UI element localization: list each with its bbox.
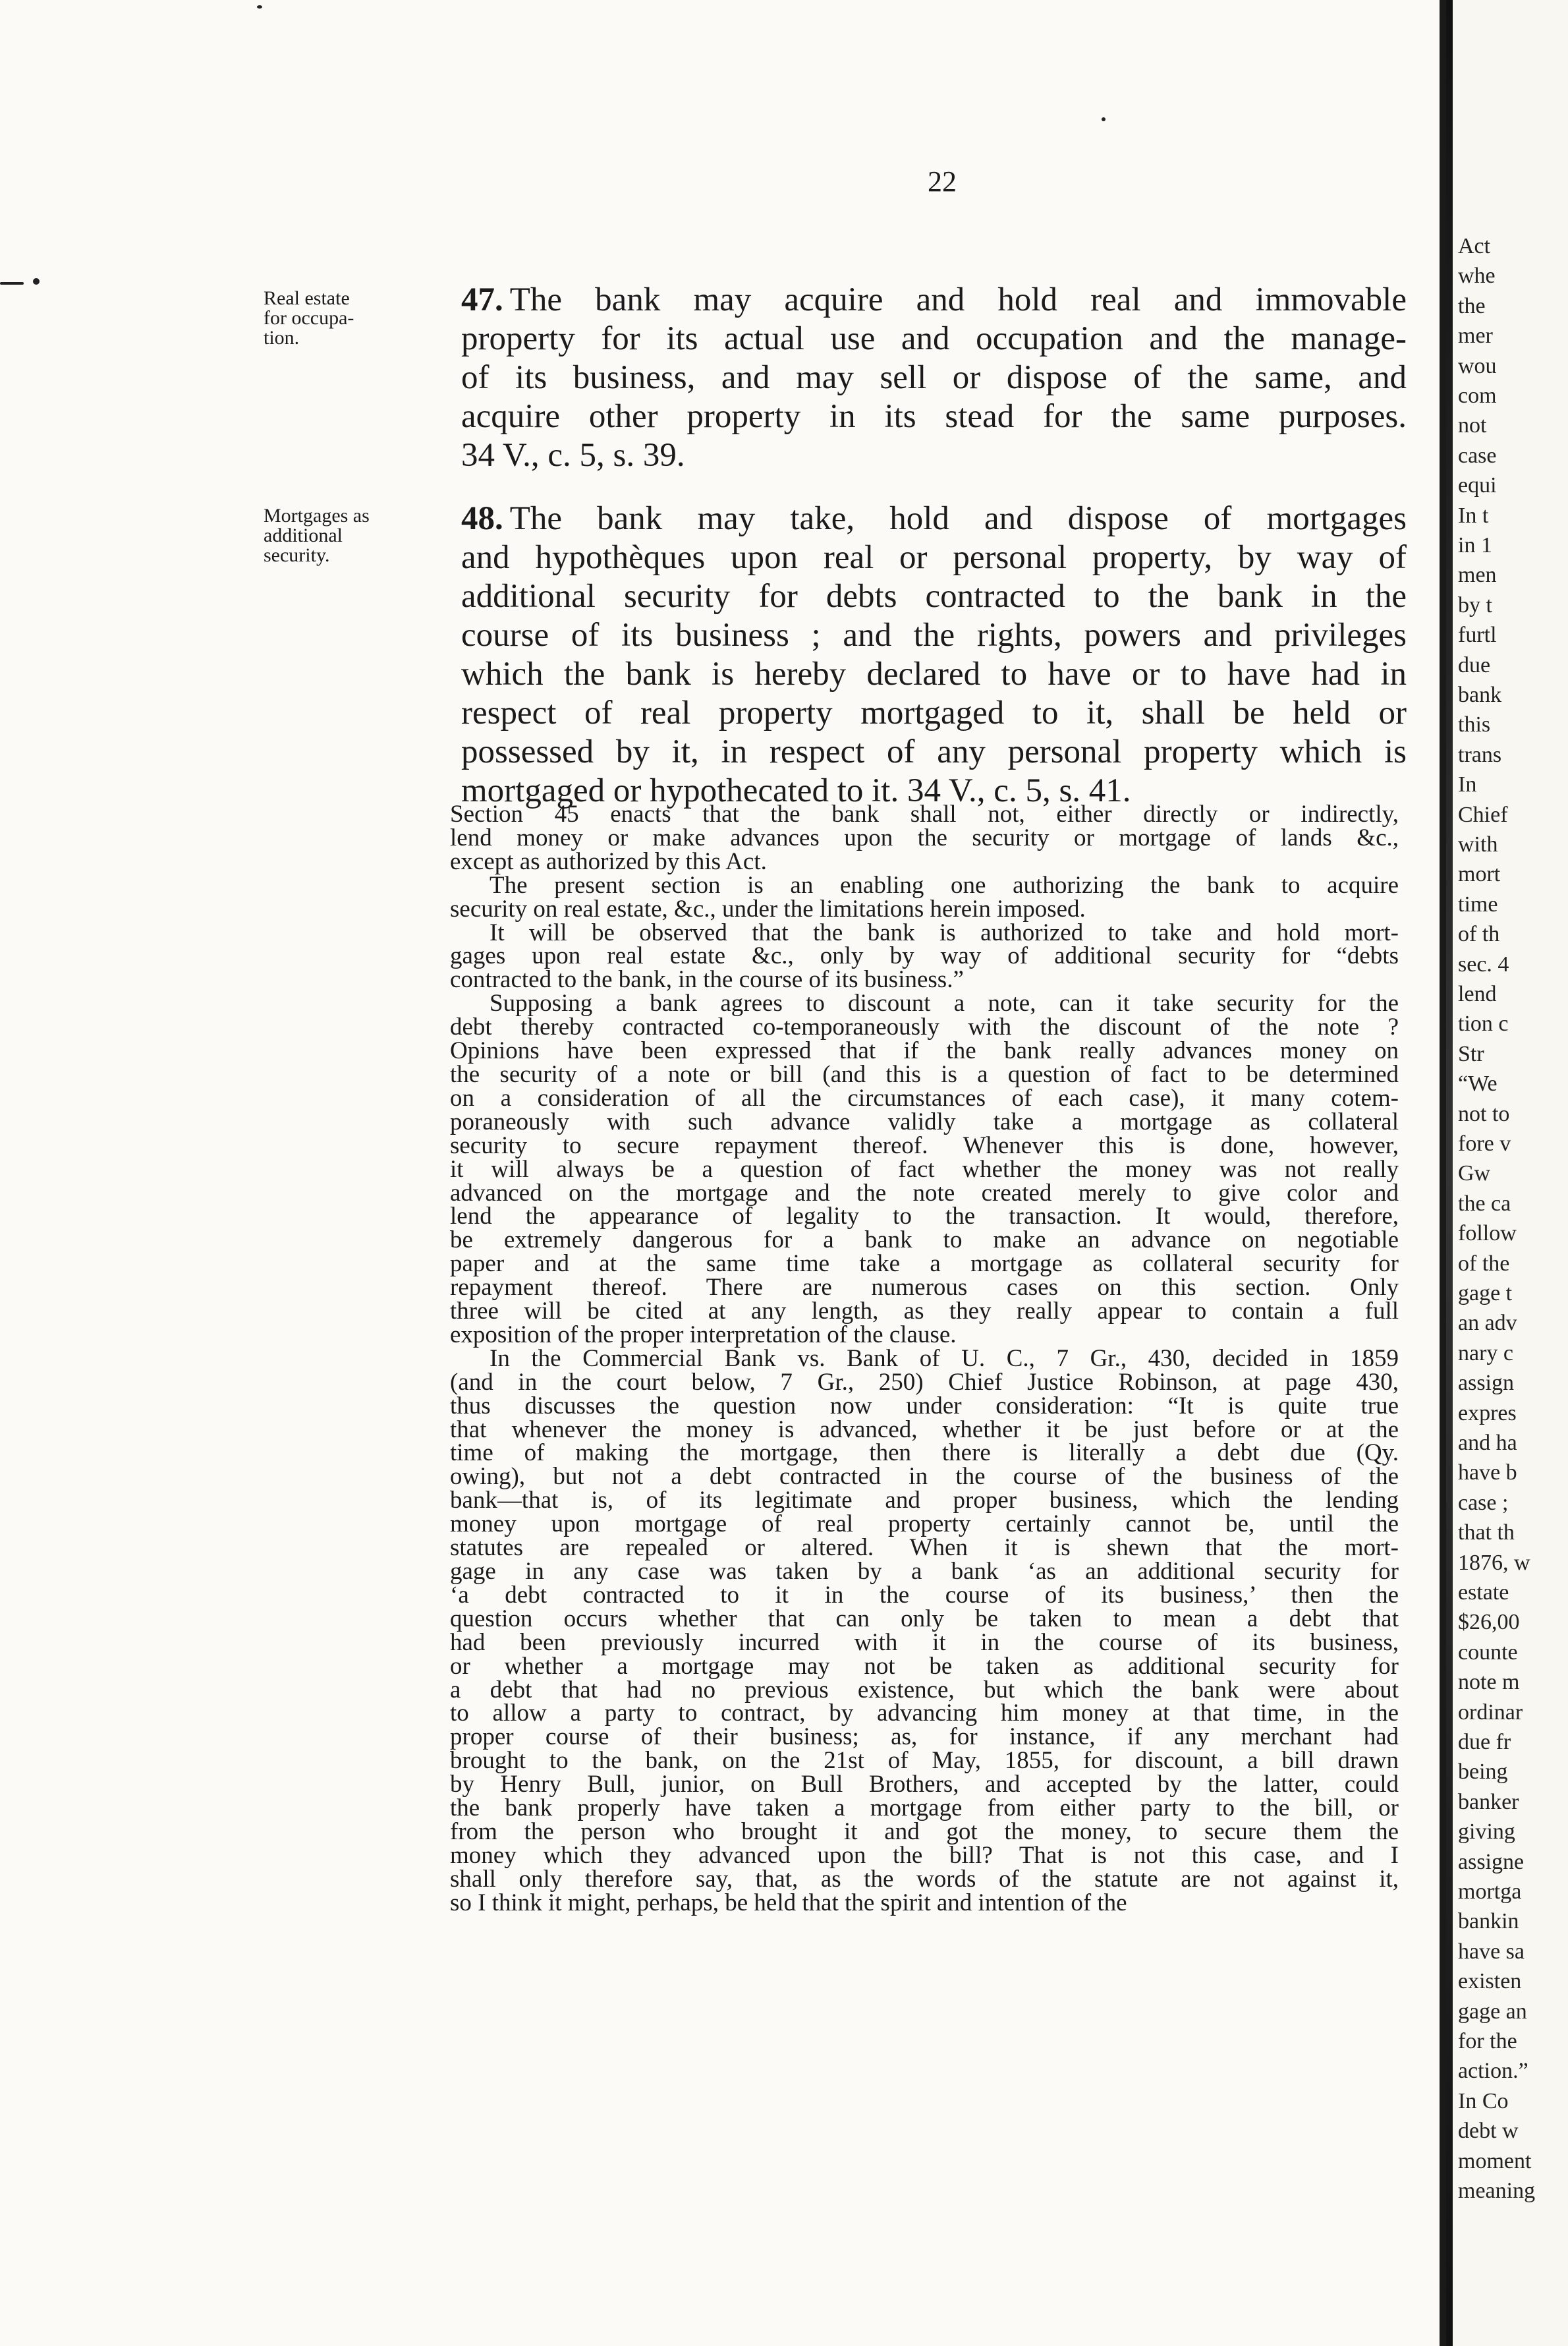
adjacent-page-fragment: due xyxy=(1458,653,1491,677)
commentary xyxy=(450,803,1399,1915)
adjacent-page-fragment: lend xyxy=(1458,982,1497,1006)
section-number: 47. xyxy=(461,281,503,318)
commentary-line: thus discusses the question now under consideration: “It is quite true xyxy=(450,1392,1399,1419)
adjacent-page-fragment: tion c xyxy=(1458,1012,1509,1036)
adjacent-page-fragment: have sa xyxy=(1458,1939,1525,1964)
section-line: 34 V., c. 5, s. 39. xyxy=(461,437,685,474)
commentary-line: Section 45 enacts that the bank shall not, either directly or indirectly, xyxy=(450,801,1399,828)
adjacent-page-fragment: gage an xyxy=(1458,1999,1527,2024)
margin-note-line: additional xyxy=(264,525,343,546)
commentary-line: except as authorized by this Act. xyxy=(450,847,767,875)
adjacent-page-fragment: note m xyxy=(1458,1670,1520,1694)
commentary-line: gages upon real estate &c., only by way of additional security for “debts xyxy=(450,942,1399,970)
section-line: The bank may acquire and hold real and immovable xyxy=(509,281,1407,318)
adjacent-page-fragment: of th xyxy=(1458,922,1500,946)
commentary-line: the bank properly have taken a mortgage from either party to the bill, or xyxy=(450,1794,1399,1822)
adjacent-page-fragment: for the xyxy=(1458,2029,1517,2053)
adjacent-page-fragment: furtl xyxy=(1458,623,1497,647)
adjacent-page-fragment: with xyxy=(1458,832,1498,857)
adjacent-page-fragment: giving xyxy=(1458,1819,1515,1844)
commentary-line: lend money or make advances upon the security or mortgage of lands &c., xyxy=(450,824,1399,851)
page-number: 22 xyxy=(928,165,957,198)
adjacent-page-fragment: assigne xyxy=(1458,1850,1525,1874)
adjacent-page-fragment: in 1 xyxy=(1458,533,1492,558)
adjacent-page-fragment: Str xyxy=(1458,1042,1484,1066)
commentary-line: contracted to the bank, in the course of its business.” xyxy=(450,966,964,994)
section-line: respect of real property mortgaged to it, shall be held or xyxy=(461,695,1407,731)
commentary-line: that whenever the money is advanced, whether it be just before or at the xyxy=(450,1416,1399,1443)
adjacent-page-fragment: estate xyxy=(1458,1580,1509,1605)
commentary-line: time of making the mortgage, then there is literally a debt due (Qy. xyxy=(450,1439,1399,1467)
adjacent-page-fragment: sec. 4 xyxy=(1458,952,1509,977)
section-number: 48. xyxy=(461,500,503,537)
commentary-line: question occurs whether that can only be taken to mean a debt that xyxy=(450,1605,1399,1632)
section-line: additional security for debts contracted to the bank in the xyxy=(461,578,1407,615)
section-line: which the bank is hereby declared to have or to have had in xyxy=(461,656,1407,693)
adjacent-page-fragment: bankin xyxy=(1458,1909,1519,1933)
commentary-line: had been previously incurred with it in the course of its business, xyxy=(450,1628,1399,1656)
section-line: mortgaged or hypothecated to it. 34 V., c. 5, s. 41. xyxy=(461,772,1131,809)
commentary-line: shall only therefore say, that, as the words of the statute are not against it, xyxy=(450,1865,1399,1893)
adjacent-page-fragment: mort xyxy=(1458,862,1501,886)
scan-speck xyxy=(1102,117,1106,121)
commentary-line: poraneously with such advance validly take a mortgage as collateral xyxy=(450,1108,1399,1135)
adjacent-page-fragment: fore v xyxy=(1458,1131,1511,1156)
commentary-line: (and in the court below, 7 Gr., 250) Chief Justice Robinson, at page 430, xyxy=(450,1368,1399,1396)
commentary-line: repayment thereof. There are numerous cases on this section. Only xyxy=(450,1274,1399,1302)
adjacent-page-fragment: action.” xyxy=(1458,2059,1528,2083)
commentary-line: from the person who brought it and got the money, to secure them the xyxy=(450,1817,1399,1845)
section-line: The bank may take, hold and dispose of mortgages xyxy=(509,500,1407,537)
adjacent-page-fragment: In Co xyxy=(1458,2089,1509,2113)
section-line: course of its business ; and the rights, powers and privileges xyxy=(461,617,1407,654)
adjacent-page-fragment: not to xyxy=(1458,1102,1510,1126)
margin-note-line: for occupa- xyxy=(264,307,354,329)
commentary-line: by Henry Bull, junior, on Bull Brothers, and accepted by the latter, could xyxy=(450,1771,1399,1798)
adjacent-page-fragment: and ha xyxy=(1458,1431,1517,1455)
adjacent-page-fragment: com xyxy=(1458,384,1497,408)
margin-note-line: Real estate xyxy=(264,287,350,309)
adjacent-page-fragment: In t xyxy=(1458,503,1489,528)
commentary-line: security on real estate, &c., under the limitations herein imposed. xyxy=(450,895,1086,923)
commentary-line: security to secure repayment thereof. Whenever this is done, however, xyxy=(450,1131,1399,1159)
commentary-line: advanced on the mortgage and the note created merely to give color and xyxy=(450,1179,1399,1207)
commentary-line: so I think it might, perhaps, be held that the spirit and intention of the xyxy=(450,1889,1127,1916)
section-line: acquire other property in its stead for the same purposes. xyxy=(461,398,1407,435)
adjacent-page-fragment: by t xyxy=(1458,593,1492,617)
commentary-line: paper and at the same time take a mortgage as collateral security for xyxy=(450,1250,1399,1278)
section-line: of its business, and may sell or dispose of the same, and xyxy=(461,359,1407,396)
commentary-line: three will be cited at any length, as they really appear to contain a full xyxy=(450,1298,1399,1325)
margin-note-line: security. xyxy=(264,544,330,566)
commentary-line: a debt that had no previous existence, but which the bank were about xyxy=(450,1676,1399,1703)
section-line: property for its actual use and occupation and the manage- xyxy=(461,320,1407,357)
commentary-line: be extremely dangerous for a bank to make an advance on negotiable xyxy=(450,1226,1399,1254)
adjacent-page-fragment: time xyxy=(1458,892,1498,917)
adjacent-page-fragment: trans xyxy=(1458,743,1502,767)
commentary-line: proper course of their business; as, for instance, if any merchant had xyxy=(450,1723,1399,1751)
adjacent-page-fragment: existen xyxy=(1458,1969,1522,1993)
commentary-line: on a consideration of all the circumstances of each case), it many cotem- xyxy=(450,1084,1399,1112)
adjacent-page-fragment: debt w xyxy=(1458,2119,1519,2143)
section-line: and hypothèques upon real or personal property, by way of xyxy=(461,539,1407,576)
adjacent-page-fragment: case ; xyxy=(1458,1491,1509,1515)
commentary-line: It will be observed that the bank is authorized to take and hold mort- xyxy=(490,919,1399,946)
commentary-line: it will always be a question of fact whether the money was not really xyxy=(450,1155,1399,1183)
commentary-line: lend the appearance of legality to the transaction. It would, therefore, xyxy=(450,1203,1399,1230)
adjacent-page-fragment: due fr xyxy=(1458,1730,1511,1754)
section-line: possessed by it, in respect of any personal property which is xyxy=(461,733,1407,770)
adjacent-page-fragment: In xyxy=(1458,772,1477,797)
adjacent-page-fragment: have b xyxy=(1458,1460,1517,1485)
adjacent-page-fragment: mortga xyxy=(1458,1879,1522,1904)
adjacent-page-fragment: Gw xyxy=(1458,1161,1491,1186)
adjacent-page-fragment: nary c xyxy=(1458,1341,1514,1365)
commentary-line: ‘a debt contracted to it in the course of its business,’ then the xyxy=(450,1581,1399,1609)
adjacent-page-fragment: $26,00 xyxy=(1458,1610,1520,1634)
commentary-line: to allow a party to contract, by advancing him money at that time, in the xyxy=(450,1700,1399,1727)
adjacent-page-fragment: being xyxy=(1458,1759,1508,1784)
commentary-line: gage in any case was taken by a bank ‘as an additional security for xyxy=(450,1558,1399,1585)
margin-note-mortgages xyxy=(264,506,441,565)
adjacent-page-fragment: bank xyxy=(1458,683,1502,707)
adjacent-page-fragment: follow xyxy=(1458,1221,1517,1245)
page-edge-shadow xyxy=(1446,0,1453,2346)
commentary-line: the security of a note or bill (and this is a question of fact to be determined xyxy=(450,1060,1399,1088)
adjacent-page-fragment: of the xyxy=(1458,1251,1510,1276)
adjacent-page-fragment: 1876, w xyxy=(1458,1551,1530,1575)
adjacent-page-fragment: expres xyxy=(1458,1401,1517,1425)
section-47 xyxy=(461,281,1407,475)
adjacent-page-fragment: that th xyxy=(1458,1520,1515,1545)
adjacent-page-fragment: equi xyxy=(1458,473,1497,498)
scan-speck xyxy=(257,5,262,9)
commentary-line: money which they advanced upon the bill? That is not this case, and I xyxy=(450,1841,1399,1869)
adjacent-page-fragment: ordinar xyxy=(1458,1700,1523,1725)
commentary-line: money upon mortgage of real property certainly cannot be, until the xyxy=(450,1510,1399,1538)
adjacent-page-fragment: banker xyxy=(1458,1790,1519,1814)
commentary-line: bank—that is, of its legitimate and proper business, which the lending xyxy=(450,1487,1399,1514)
adjacent-page-fragment: moment xyxy=(1458,2149,1532,2173)
commentary-line: or whether a mortgage may not be taken as additional security for xyxy=(450,1652,1399,1680)
adjacent-page-fragment: whe xyxy=(1458,264,1496,288)
adjacent-page-fragment: gage t xyxy=(1458,1281,1513,1305)
scan-speck xyxy=(33,278,40,285)
commentary-line: The present section is an enabling one authorizing the bank to acquire xyxy=(490,871,1399,899)
commentary-line: statutes are repealed or altered. When it is shewn that the mort- xyxy=(450,1534,1399,1562)
adjacent-page-fragment: “We xyxy=(1458,1072,1498,1096)
adjacent-page-strip xyxy=(1440,0,1568,2346)
margin-note-real-estate xyxy=(264,289,441,348)
margin-note-line: Mortgages as xyxy=(264,505,370,527)
adjacent-page-fragment: this xyxy=(1458,712,1491,737)
adjacent-page-fragment: Chief xyxy=(1458,803,1508,827)
commentary-line: exposition of the proper interpretation of the clause. xyxy=(450,1321,957,1348)
adjacent-page-fragment: the xyxy=(1458,294,1486,318)
margin-note-line: tion. xyxy=(264,327,300,349)
scan-speck xyxy=(0,282,24,285)
adjacent-page-fragment: men xyxy=(1458,563,1497,587)
adjacent-page-fragment: meaning xyxy=(1458,2179,1536,2203)
commentary-line: In the Commercial Bank vs. Bank of U. C., 7 Gr., 430, decided in 1859 xyxy=(490,1344,1399,1372)
adjacent-page-fragment: counte xyxy=(1458,1640,1518,1665)
adjacent-page-fragment: mer xyxy=(1458,324,1493,348)
adjacent-page-fragment: Act xyxy=(1458,234,1491,258)
commentary-line: Opinions have been expressed that if the bank really advances money on xyxy=(450,1037,1399,1065)
adjacent-page-fragment: the ca xyxy=(1458,1191,1511,1216)
adjacent-page-fragment: not xyxy=(1458,413,1487,438)
commentary-line: Supposing a bank agrees to discount a note, can it take security for the xyxy=(490,990,1399,1017)
adjacent-page-fragment: wou xyxy=(1458,354,1497,378)
commentary-line: brought to the bank, on the 21st of May, 1855, for discount, a bill drawn xyxy=(450,1747,1399,1775)
adjacent-page-fragment: case xyxy=(1458,443,1497,468)
adjacent-page-fragment: an adv xyxy=(1458,1311,1517,1335)
commentary-line: owing), but not a debt contracted in the course of the business of the xyxy=(450,1463,1399,1491)
adjacent-page-fragment: assign xyxy=(1458,1371,1514,1395)
section-48 xyxy=(461,500,1407,811)
commentary-line: debt thereby contracted co-temporaneously with the discount of the note ? xyxy=(450,1014,1399,1041)
